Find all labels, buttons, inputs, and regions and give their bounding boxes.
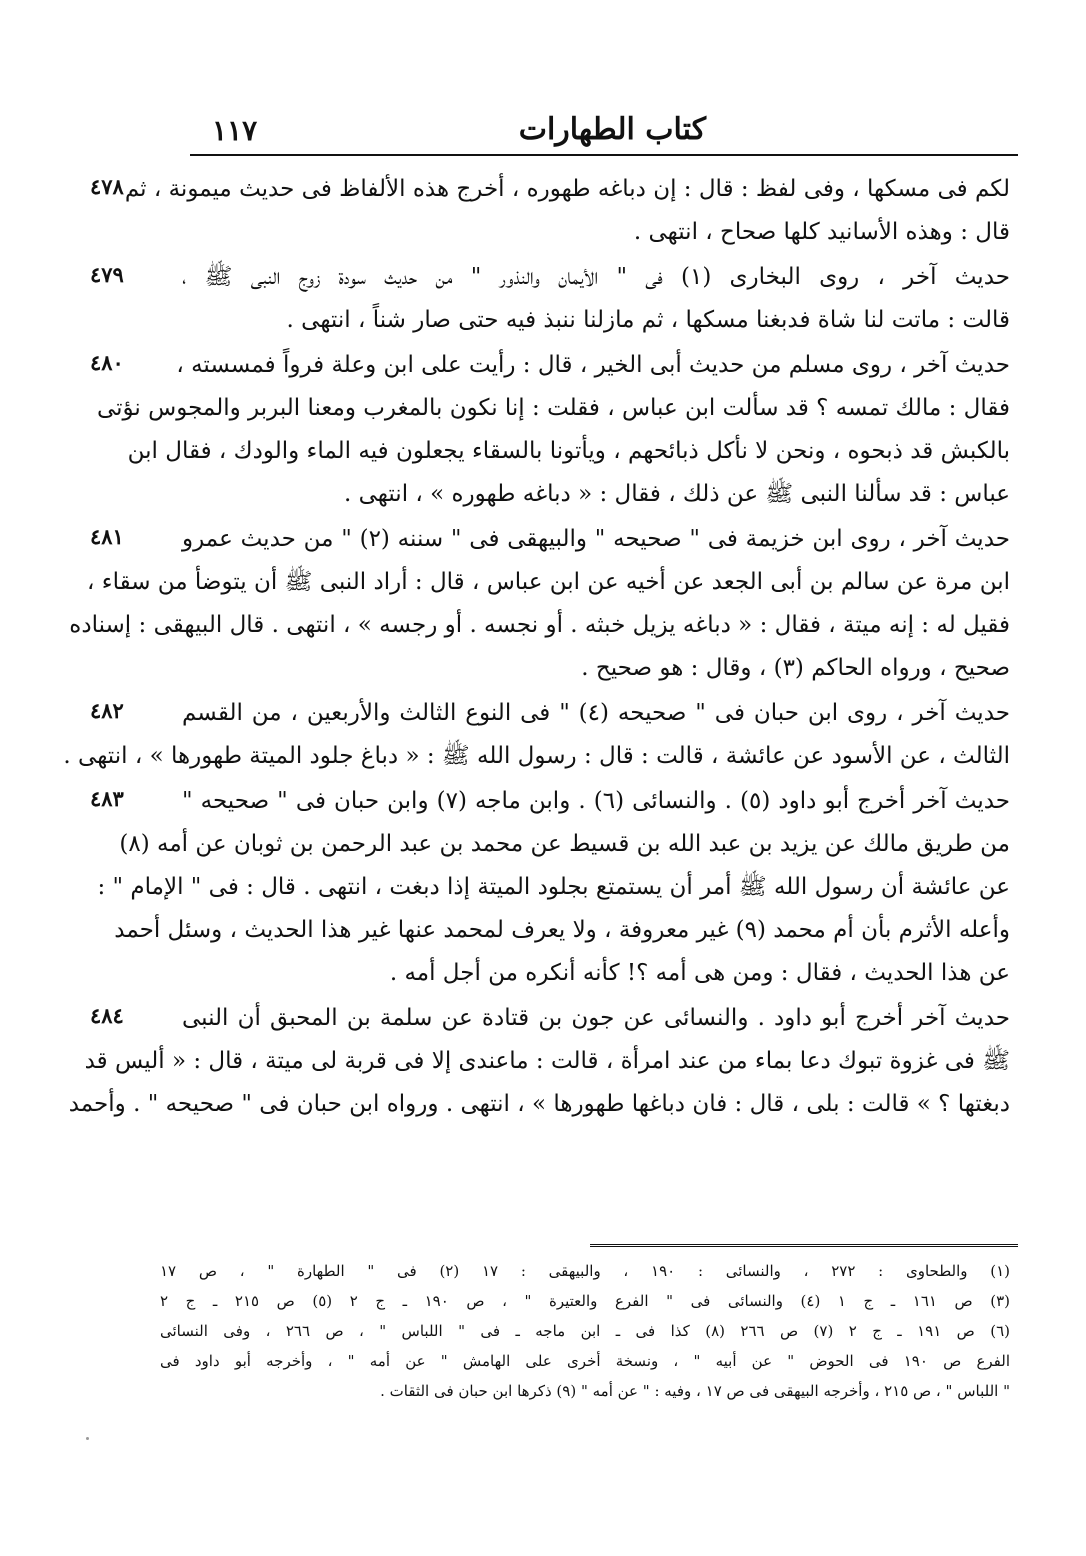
footnote-line: (٣) ص ١٦١ ـ ج ١ (٤) والنسائى فى " الفرع والعتيرة " ، ص ١٩٠ ـ ج ٢ (٥) ص ٢١٥ ـ ج ٢ <box>160 1292 1011 1310</box>
text-line: عن عائشة أن رسول الله ﷺ أمر أن يستمتع بجلود الميتة إذا دبغت ، انتهى . قال : فى " الإمام " : <box>97 874 1010 900</box>
footnote-line: " اللباس " ، ص ٢١٥ ، وأخرجه البيهقى فى ص ١٧ ، وفيه : " عن أمه " (٩) ذكرها ابن حبان فى الثقات . <box>380 1382 1010 1400</box>
text-line: حديث آخر أخرج أبو داود (٥) . والنسائى (٦) . وابن ماجه (٧) وابن حبان فى " صحيحه " <box>182 788 1011 814</box>
hadith-number: ٤٨١ <box>90 524 124 549</box>
hadith-paragraph-482 <box>63 692 1010 778</box>
text-line: حديث آخر أخرج أبو داود . والنسائى عن جون بن قتادة عن سلمة بن المحبق أن النبى <box>182 1005 1010 1031</box>
hadith-number: ٤٨٣ <box>90 786 124 811</box>
running-header <box>190 108 1018 156</box>
hadith-number: ٤٨٤ <box>90 1003 124 1028</box>
text-line: قالت : ماتت لنا شاة فدبغنا مسكها ، ثم مازلنا ننبذ فيه حتى صار شناً ، انتهى . <box>286 307 1010 333</box>
text-line: صحيح ، ورواه الحاكم (٣) ، وقال : هو صحيح . <box>581 655 1010 681</box>
footnote-separator <box>590 1244 1018 1247</box>
hadith-paragraph-478 <box>90 168 1010 254</box>
hadith-paragraph-480 <box>90 344 1010 516</box>
text-line: من طريق مالك عن يزيد بن عبد الله بن قسيط عن محمد بن عبد الرحمن بن ثوبان عن أمه (٨) <box>119 831 1010 857</box>
hadith-paragraph-479 <box>90 256 1010 342</box>
footnote-line: (٦) ص ١٩١ ـ ج ٢ (٧) ص ٢٦٦ (٨) كذا فى ـ ابن ماجه ـ فى " اللباس " ، ص ٢٦٦ ، وفى النسائى <box>160 1322 1010 1340</box>
text-line: دبغتها ؟ » قالت : بلى ، قال : فان دباغها طهورها » ، انتهى . ورواه ابن حبان فى " صحيحه " . وأحمد <box>68 1091 1010 1117</box>
book-section-title: كتاب الطهارات <box>518 112 706 147</box>
footnotes <box>160 1256 1010 1406</box>
text-line: حديث آخر ، روى ابن خزيمة فى " صحيحه " والبيهقى فى " سننه (٢) " من حديث عمرو <box>182 526 1010 552</box>
hadith-paragraph-484 <box>68 997 1010 1126</box>
text-line: لكم فى مسكها ، وفى لفظ : قال : إن دباغه طهوره ، أخرج هذه الألفاظ فى حديث ميمونة ، ثم <box>124 176 1010 202</box>
text-line: ﷺ فى غزوة تبوك دعا بماء من عند امرأة ، قالت : ماعندى إلا فى قربة لى ميتة ، قال : « أليس قد <box>84 1048 1010 1074</box>
hadith-number: ٤٧٨ <box>90 174 124 199</box>
text-line: حديث آخر ، روى ابن حبان فى " صحيحه (٤) " فى النوع الثالث والأربعين ، من القسم <box>182 700 1010 726</box>
hadith-paragraph-483 <box>90 780 1011 995</box>
page-number: ١١٧ <box>212 114 258 147</box>
main-text <box>63 168 1011 1126</box>
scan-speck <box>86 1437 89 1440</box>
text-line: وأعله الأثرم بأن أم محمد (٩) غير معروفة ، ولا يعرف لمحمد عنها غير هذا الحديث ، وسئل أحمد <box>114 917 1010 943</box>
text-line: قال : وهذه الأسانيد كلها صحاح ، انتهى . <box>633 219 1010 245</box>
text-line: فقيل له : إنه ميتة ، فقال : « دباغه يزيل خبثه . أو نجسه . أو رجسه » ، انتهى . قال البيهقى : إسناده <box>69 612 1010 638</box>
text-line: بالكبش قد ذبحوه ، ونحن لا نأكل ذبائحهم ، ويأتونا بالسقاء يجعلون فيه الماء والودك ، فقال ابن <box>127 438 1010 464</box>
hadith-number: ٤٨٢ <box>90 698 124 723</box>
text-line: عن هذا الحديث ، فقال : ومن هى أمه ؟! كأنه أنكره من أجل أمه . <box>389 960 1010 986</box>
hadith-paragraph-481 <box>69 518 1010 690</box>
text-line: حديث آخر ، روى البخارى (١) فى " الأيمان والنذور " من حديث سودة زوج النبى ﷺ ، <box>182 264 1010 290</box>
text-line: عباس : قد سألنا النبى ﷺ عن ذلك ، فقال : « دباغه طهوره » ، انتهى . <box>343 481 1010 507</box>
text-line: الثالث ، عن الأسود عن عائشة ، قالت : قال : رسول الله ﷺ : « دباغ جلود الميتة طهورها » ، انتهى . <box>63 743 1010 769</box>
text-line: حديث آخر ، روى مسلم من حديث أبى الخير ، قال : رأيت على ابن وعلة فرواً فمسسته ، <box>176 352 1010 378</box>
hadith-number: ٤٧٩ <box>90 262 124 287</box>
text-line: ابن مرة عن سالم بن أبى الجعد عن أخيه عن ابن عباس ، قال : أراد النبى ﷺ أن يتوضأ من سقاء ، <box>87 569 1010 595</box>
hadith-number: ٤٨٠ <box>90 350 124 375</box>
footnote-line: الفرع ص ١٩٠ فى الحوض " عن أبيه " ، ونسخة أخرى على الهامش " عن أمه " ، وأخرجه أبو داود فى <box>160 1352 1010 1370</box>
text-line: فقال : مالك تمسه ؟ قد سألت ابن عباس ، فقلت : إنا نكون بالمغرب ومعنا البربر والمجوس نؤتى <box>96 395 1010 421</box>
footnote-line: (١) والطحاوى : ٢٧٢ ، والنسائى : ١٩٠ ، والبيهقى : ١٧ (٢) فى " الطهارة " ، ص ١٧ <box>160 1262 1011 1280</box>
